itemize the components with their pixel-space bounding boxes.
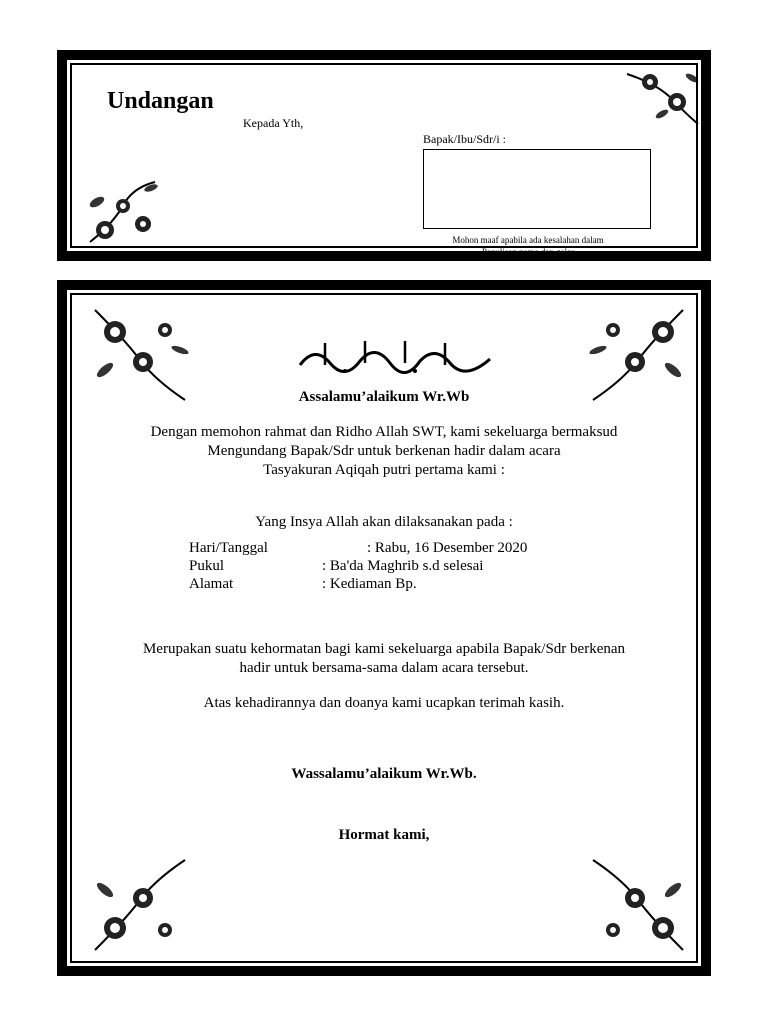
intro-line-3: Tasyakuran Aqiqah putri pertama kami :: [263, 462, 505, 478]
honor-line-1: Merupakan suatu kehormatan bagi kami sekeluarga apabila Bapak/Sdr berkenan: [142, 641, 626, 657]
recipient-label: Bapak/Ibu/Sdr/i :: [423, 132, 506, 146]
closing-salutation: Wassalamu’alaikum Wr.Wb.: [291, 766, 477, 782]
floral-ornament-icon: [85, 850, 195, 960]
envelope-title: Undangan: [107, 88, 214, 114]
basmala-calligraphy-icon: [295, 335, 495, 375]
recipient-name-box[interactable]: [423, 149, 651, 229]
detail-value-address: : Kediaman Bp.: [322, 576, 417, 592]
schedule-intro: Yang Insya Allah akan dilaksanakan pada :: [255, 514, 513, 530]
thanks-line: Atas kehadirannya dan doanya kami ucapkan terimah kasih.: [203, 695, 565, 711]
floral-ornament-icon: [583, 300, 693, 410]
floral-ornament-icon: [85, 300, 195, 410]
detail-value-date: : Rabu, 16 Desember 2020: [367, 540, 528, 556]
envelope-note-line1: Mohon maaf apabila ada kesalahan dalam: [452, 235, 604, 245]
envelope-note-line2: Penulisan nama dan gelar: [481, 247, 575, 257]
intro-line-1: Dengan memohon rahmat dan Ridho Allah SWT, kami sekeluarga bermaksud: [150, 424, 618, 440]
envelope-note: [413, 234, 643, 258]
detail-label-date: Hari/Tanggal: [189, 540, 268, 556]
envelope-greeting: Kepada Yth,: [243, 116, 304, 130]
detail-label-time: Pukul: [189, 558, 225, 574]
floral-ornament-icon: [622, 64, 702, 128]
invitation-letter-card: [57, 280, 711, 976]
honor-line-2: hadir untuk bersama-sama dalam acara tersebut.: [239, 660, 529, 676]
detail-value-time: : Ba'da Maghrib s.d selesai: [322, 558, 484, 574]
envelope-card: [57, 50, 711, 261]
opening-salutation: Assalamu’alaikum Wr.Wb: [298, 389, 470, 405]
floral-ornament-icon: [85, 172, 165, 250]
intro-line-2: Mengundang Bapak/Sdr untuk berkenan hadir dalam acara: [207, 443, 561, 459]
detail-label-address: Alamat: [189, 576, 234, 592]
signoff: Hormat kami,: [338, 827, 430, 843]
floral-ornament-icon: [583, 850, 693, 960]
